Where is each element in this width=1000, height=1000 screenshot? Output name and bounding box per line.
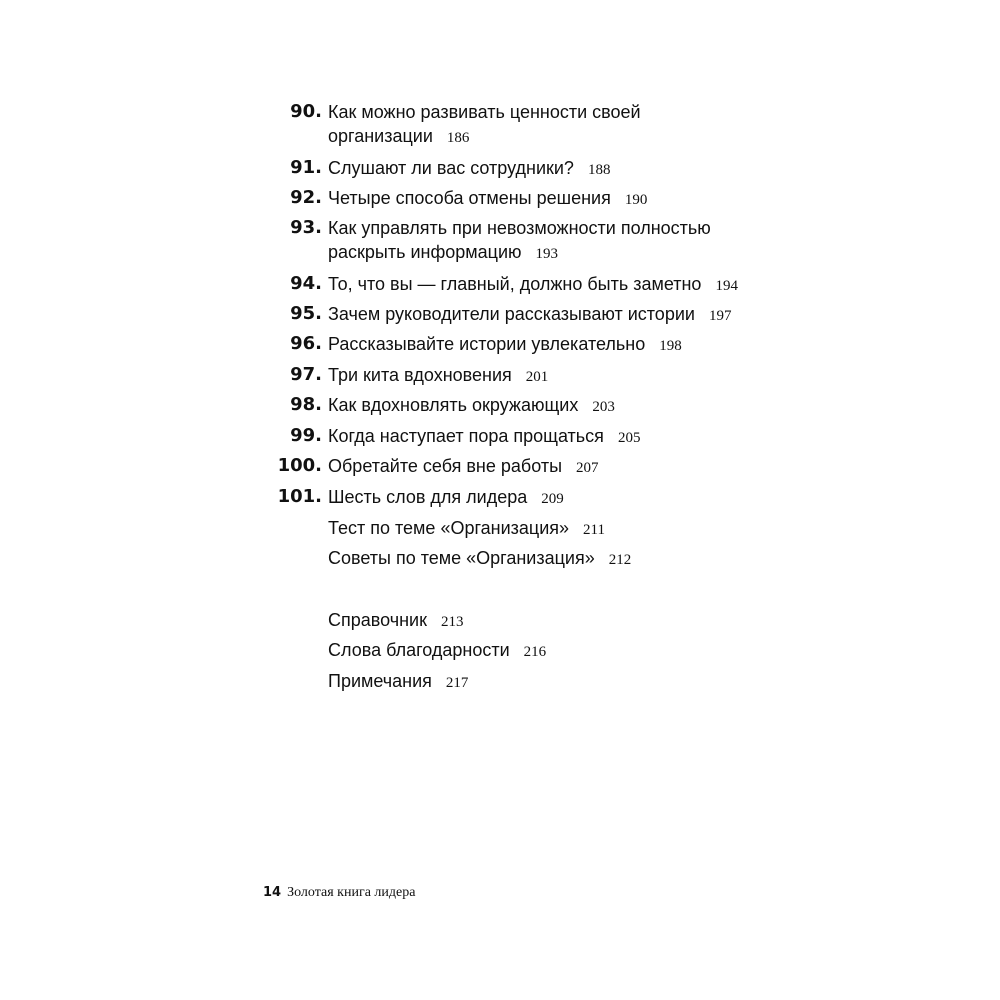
toc-entry-title <box>328 454 748 480</box>
toc-entry-title-text: Советы по теме «Организация» <box>328 548 595 568</box>
toc-entry-title-text: раскрыть информацию <box>328 242 522 262</box>
toc-entry-title <box>328 393 748 419</box>
toc-entry-page-number: 209 <box>541 491 564 507</box>
toc-entry-title <box>328 100 748 150</box>
toc-entry-page-number: 211 <box>583 522 605 538</box>
toc-entry-page-number: 212 <box>608 552 632 568</box>
toc-entry-number: 101. <box>277 486 322 507</box>
toc-entry-title <box>328 546 748 572</box>
toc-entry-page-number: 198 <box>659 338 682 354</box>
toc-entry-title-text: Как можно развивать ценности своей <box>328 102 641 122</box>
toc-entry-title-text: То, что вы — главный, должно быть заметно <box>328 274 702 294</box>
toc-entry-page-number: 193 <box>535 246 559 262</box>
toc-entry-title-text: Слова благодарности <box>328 640 510 660</box>
toc-entry-title-line <box>328 216 748 240</box>
toc-entry-number: 95. <box>290 303 322 324</box>
toc-entry-title <box>328 485 748 511</box>
toc-entry-title-text: Как вдохновлять окружающих <box>328 395 579 415</box>
toc-entry-number: 96. <box>290 333 322 354</box>
toc-entry-number: 94. <box>290 273 322 294</box>
footer-page-number: 14 <box>263 885 282 900</box>
toc-entry-title-line <box>328 302 748 328</box>
toc-entry-title <box>328 332 748 358</box>
toc-entry-title-text: Когда наступает пора прощаться <box>328 426 604 446</box>
toc-entry-title-line <box>328 638 748 664</box>
toc-entry-title <box>328 272 748 298</box>
toc-entry-title-line <box>328 156 748 182</box>
toc-entry-page-number: 188 <box>587 162 611 178</box>
toc-entry-number: 90. <box>290 101 322 122</box>
toc-entry-title <box>328 156 748 182</box>
toc-entry-number: 100. <box>277 455 322 476</box>
toc-entry-page-number: 213 <box>441 614 464 630</box>
toc-entry-title-text: Зачем руководители рассказывают истории <box>328 304 695 324</box>
toc-entry-title-line <box>328 363 748 389</box>
toc-entry-title-text: Слушают ли вас сотрудники? <box>328 158 574 178</box>
toc-entry-number: 91. <box>290 157 322 178</box>
toc-entry-title-line <box>328 100 748 124</box>
toc-entry-page-number: 201 <box>525 369 549 385</box>
toc-entry-title-text: Шесть слов для лидера <box>328 487 528 507</box>
toc-entry-title-text: организации <box>328 126 433 146</box>
toc-entry-title-line <box>328 669 748 695</box>
toc-entry-title <box>328 186 748 212</box>
toc-entry-title-line <box>328 186 748 212</box>
toc-entry-page-number: 203 <box>592 399 615 415</box>
toc-entry-title-line <box>328 332 748 358</box>
toc-entry-title-line <box>328 485 748 511</box>
toc-entry-title-text: Рассказывайте истории увлекательно <box>328 334 646 354</box>
toc-entry-title <box>328 638 748 664</box>
toc-entry-title <box>328 516 748 542</box>
toc-entry-title-line <box>328 124 748 150</box>
toc-entry-title <box>328 302 748 328</box>
toc-entry-page-number: 216 <box>523 644 547 660</box>
toc-entry-title-text: Четыре способа отмены решения <box>328 188 611 208</box>
toc-entry-number: 97. <box>290 364 322 385</box>
toc-entry-page-number: 207 <box>576 460 599 476</box>
toc-entry-number: 92. <box>290 187 322 208</box>
toc-entry-title-text: Три кита вдохновения <box>328 365 512 385</box>
toc-entry-title-line <box>328 516 748 542</box>
toc-entry-title-text: Справочник <box>328 610 427 630</box>
toc-entry-title-line <box>328 454 748 480</box>
toc-entry-title <box>328 669 748 695</box>
toc-entry-page-number: 190 <box>624 192 648 208</box>
toc-entry-page-number: 205 <box>617 430 641 446</box>
toc-entry-title-line <box>328 240 748 266</box>
toc-entry-page-number: 217 <box>445 675 469 691</box>
toc-entry-page-number: 186 <box>446 130 470 146</box>
toc-entry-page-number: 197 <box>708 308 732 324</box>
toc-entry-title <box>328 608 748 634</box>
toc-entry-page-number: 194 <box>715 278 738 294</box>
toc-entry-number: 98. <box>290 394 322 415</box>
toc-entry-title-line <box>328 272 748 298</box>
page-footer <box>263 881 415 903</box>
toc-entry-number: 93. <box>290 217 322 238</box>
toc-entry-title <box>328 424 748 450</box>
footer-book-title: Золотая книга лидера <box>287 885 416 900</box>
toc-entry-title-line <box>328 424 748 450</box>
toc-entry-number: 99. <box>290 425 322 446</box>
toc-entry-title-text: Обретайте себя вне работы <box>328 456 563 476</box>
toc-entry-title-line <box>328 608 748 634</box>
toc-entry-title-text: Как управлять при невозможности полностью <box>328 218 711 238</box>
toc-entry-title-line <box>328 546 748 572</box>
toc-entry-title-text: Тест по теме «Организация» <box>328 518 570 538</box>
toc-entry-title <box>328 216 748 266</box>
toc-entry-title-text: Примечания <box>328 671 432 691</box>
toc-entry-title-line <box>328 393 748 419</box>
toc-entry-title <box>328 363 748 389</box>
